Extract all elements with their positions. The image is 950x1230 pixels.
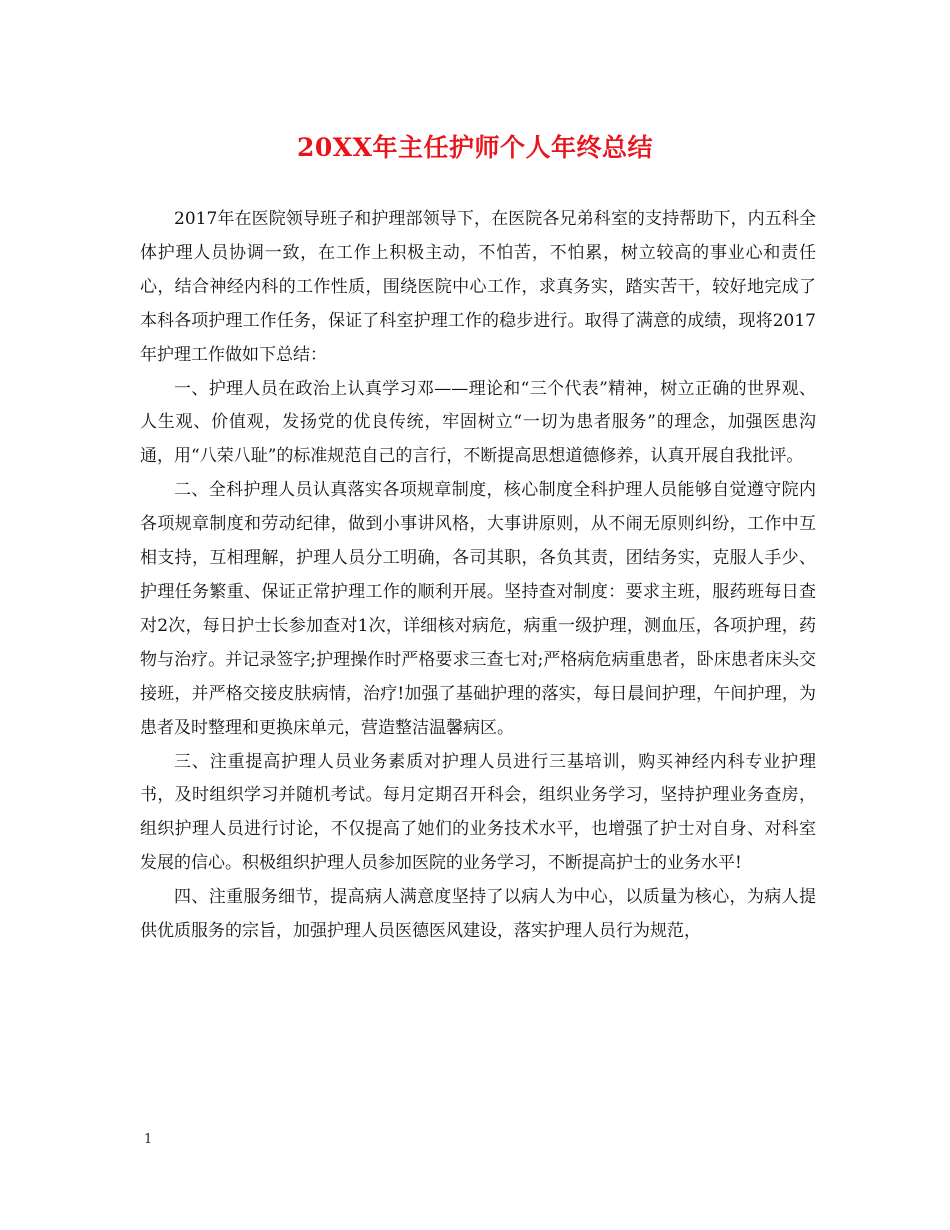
paragraph-intro: 2017年在医院领导班子和护理部领导下，在医院各兄弟科室的支持帮助下，内五科全体护理人员协调一致，在工作上积极主动，不怕苦，不怕累，树立较高的事业心和责任心，结合神经内科的工作性质，围绕医院中心工作，求真务实，踏实苦干，较好地完成了本科各项护理工作任务，保证了科室护理工作的稳步进行。取得了满意的成绩，现将2017年护理工作做如下总结： xyxy=(140,209,816,365)
paragraph-section-1: 一、护理人员在政治上认真学习邓——理论和“三个代表”精神，树立正确的世界观、人生观、价值观，发扬党的优良传统，牢固树立“一切为患者服务”的理念，加强医患沟通，用“八荣八耻”的标准规范自己的言行，不断提高思想道德修养，认真开展自我批评。 xyxy=(140,378,816,467)
document-body xyxy=(140,203,816,949)
paragraph-section-3: 三、注重提高护理人员业务素质对护理人员进行三基培训，购买神经内科专业护理书，及时组织学习并随机考试。每月定期召开科会，组织业务学习，坚持护理业务查房，组织护理人员进行讨论，不仅提高了她们的业务技术水平，也增强了护士对自身、对科室发展的信心。积极组织护理人员参加医院的业务学习，不断提高护士的业务水平! xyxy=(140,751,816,874)
paragraph-section-2: 二、全科护理人员认真落实各项规章制度，核心制度全科护理人员能够自觉遵守院内各项规章制度和劳动纪律，做到小事讲风格，大事讲原则，从不闹无原则纠纷，工作中互相支持，互相理解，护理人员分工明确，各司其职，各负其责，团结务实，克服人手少、护理任务繁重、保证正常护理工作的顺利开展。坚持查对制度：要求主班，服药班每日查对2次，每日护士长参加查对1次，详细核对病危，病重一级护理，测血压，各项护理，药物与治疗。并记录签字;护理操作时严格要求三查七对;严格病危病重患者，卧床患者床头交接班，并严格交接皮肤病情，治疗!加强了基础护理的落实，每日晨间护理，午间护理，为患者及时整理和更换床单元，营造整洁温馨病区。 xyxy=(140,480,816,738)
document-title: 20XX年主任护师个人年终总结 xyxy=(296,133,654,162)
paragraph-section-4: 四、注重服务细节，提高病人满意度坚持了以病人为中心，以质量为核心，为病人提供优质服务的宗旨，加强护理人员医德医风建设，落实护理人员行为规范， xyxy=(140,887,816,942)
page-number: 1 xyxy=(144,1132,153,1147)
